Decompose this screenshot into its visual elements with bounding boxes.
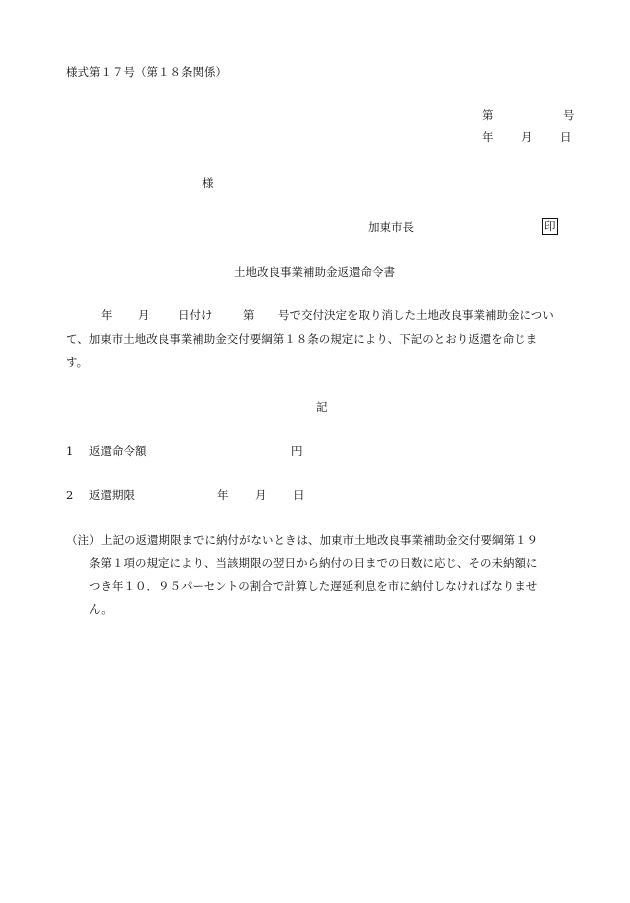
item-2-label: 返還期限 bbox=[89, 488, 135, 502]
issuer-title: 加東市長 bbox=[368, 220, 414, 234]
item-1-number: 1 bbox=[66, 444, 74, 458]
doc-number-dai: 第 bbox=[482, 108, 494, 122]
note-line3: つき年１０．９５パーセントの割合で計算した遅延利息を市に納付しなければなりませ bbox=[89, 579, 538, 593]
body-month: 月 bbox=[138, 308, 150, 322]
body-line1-rest: 号で交付決定を取り消した土地改良事業補助金につい bbox=[278, 308, 554, 322]
body-line3: す。 bbox=[66, 355, 89, 369]
form-number: 様式第１７号（第１８条関係） bbox=[66, 65, 227, 79]
doc-number-go: 号 bbox=[563, 108, 575, 122]
body-dated: 日付け bbox=[178, 308, 213, 322]
note-line4: ん。 bbox=[89, 602, 113, 616]
body-year: 年 bbox=[101, 308, 113, 322]
item-2-year: 年 bbox=[217, 488, 229, 502]
note-line1: 上記の返還期限までに納付がないときは、加東市土地改良事業補助金交付要綱第１９ bbox=[101, 533, 538, 547]
date-month: 月 bbox=[521, 130, 533, 144]
date-year: 年 bbox=[482, 130, 494, 144]
document-title: 土地改良事業補助金返還命令書 bbox=[234, 265, 395, 279]
note-marker: （注） bbox=[66, 533, 101, 547]
item-1-unit: 円 bbox=[291, 444, 303, 458]
note-line2: 条第１項の規定により、当該期限の翌日から納付の日までの日数に応じ、その未納額に bbox=[89, 556, 538, 570]
item-2-month: 月 bbox=[255, 488, 267, 502]
body-line2: て、加東市土地改良事業補助金交付要綱第１８条の規定により、下記のとおり返還を命じま bbox=[66, 332, 538, 346]
body-dai: 第 bbox=[243, 308, 255, 322]
ki-heading: 記 bbox=[316, 400, 328, 414]
addressee-suffix: 様 bbox=[202, 176, 214, 190]
item-2-number: 2 bbox=[66, 488, 74, 502]
date-day: 日 bbox=[560, 130, 572, 144]
item-2-day: 日 bbox=[293, 488, 305, 502]
item-1-label: 返還命令額 bbox=[89, 444, 147, 458]
seal-stamp: 印 bbox=[544, 219, 556, 233]
